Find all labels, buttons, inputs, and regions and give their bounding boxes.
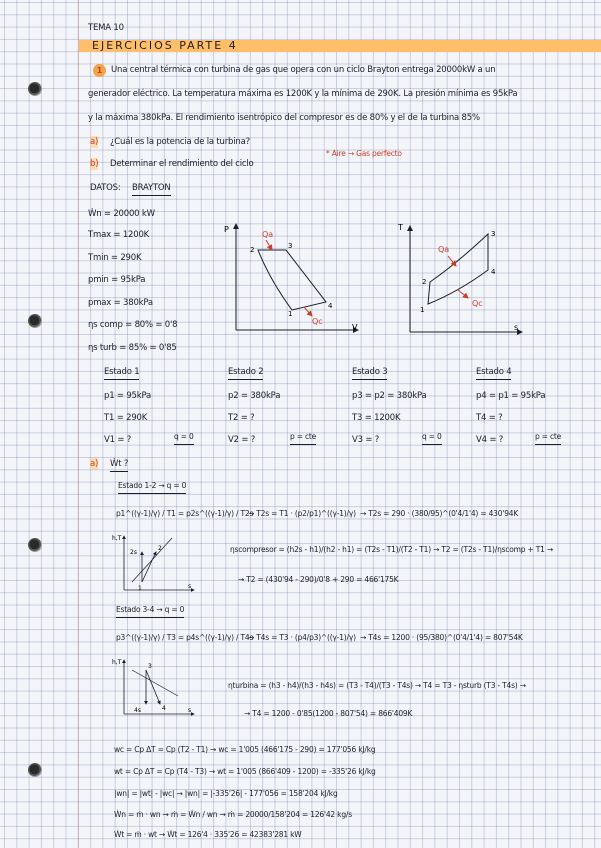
state-1-t: T1 = 290K bbox=[104, 413, 148, 423]
dato-pmin: pmin = 95kPa bbox=[88, 275, 146, 285]
dato-pmax: pmax = 380kPa bbox=[88, 298, 153, 308]
mini12-pt-1: 1 bbox=[138, 585, 142, 592]
state-3-t: T3 = 1200K bbox=[352, 413, 401, 423]
eq-34-right: → T4s = 1200 · (95/380)^(0'4/1'4) = 807'54K bbox=[360, 633, 523, 642]
eq-12-right: → T2s = 290 · (380/95)^(0'4/1'4) = 430'94K bbox=[360, 509, 519, 518]
pv-qc-label: Qc bbox=[312, 317, 323, 326]
eq-12-mid: → T2s = T1 · (p2/p1)^((γ-1)/γ) bbox=[248, 509, 356, 518]
mini12-x-label: s bbox=[188, 583, 192, 590]
mini34-pt-3: 3 bbox=[148, 663, 152, 670]
problem-line-2: generador eléctrico. La temperatura máxima es 1200K y la mínima de 290K. La presión mínima es 95kPa bbox=[88, 89, 518, 99]
mini12-real bbox=[142, 552, 156, 582]
binder-hole bbox=[28, 314, 42, 328]
pv-point-3: 3 bbox=[288, 242, 293, 250]
state-2-p: p2 = 380kPa bbox=[228, 391, 281, 401]
state-1-p: p1 = 95kPa bbox=[104, 391, 152, 401]
mini34-pt-4s: 4s bbox=[134, 707, 141, 714]
mini12-pt-2s: 2s bbox=[130, 549, 137, 556]
problem-line-3: y la máxima 380kPa. El rendimiento isentrópico del compresor es de 80% y el de la turbina 85% bbox=[88, 113, 480, 123]
ts-point-2: 2 bbox=[422, 278, 427, 286]
pv-y-label: P bbox=[224, 225, 229, 234]
state-3-v: V3 = ? bbox=[352, 435, 380, 445]
ts-y-label: T bbox=[398, 223, 403, 232]
ts-diagram bbox=[396, 220, 536, 338]
ts-cycle bbox=[428, 234, 488, 304]
dato-eta-turb: ηs turb = 85% = 0'85 bbox=[88, 343, 177, 353]
question-a-label: a) bbox=[90, 137, 99, 147]
ts-qc-label: Qc bbox=[472, 299, 483, 308]
dato-tmax: Tmax = 1200K bbox=[88, 230, 150, 240]
ts-point-3: 3 bbox=[491, 230, 496, 238]
gas-note: * Aire → Gas perfecto bbox=[326, 149, 402, 158]
state-2-t: T2 = ? bbox=[228, 413, 255, 423]
eta-turbine-eq: ηturbina = (h3 - h4)/(h3 - h4s) = (T3 - T4)/(T3 - T4s) → T4 = T3 - ηsturb (T3 - T4s) → bbox=[228, 681, 526, 690]
binder-hole bbox=[28, 763, 42, 777]
mini12-y-label: h,T bbox=[112, 535, 122, 542]
dato-tmin: Tmin = 290K bbox=[88, 253, 142, 263]
mini-hs-diagram-12 bbox=[112, 532, 198, 596]
state-2-arrow: p = cte bbox=[290, 431, 316, 445]
ts-point-4: 4 bbox=[491, 268, 496, 276]
pv-x-label: V bbox=[352, 323, 358, 332]
dato-wn: Ẇn = 20000 kW bbox=[88, 209, 155, 219]
eq-34-mid: → T4s = T3 · (p4/p3)^((γ-1)/γ) bbox=[248, 633, 356, 642]
ts-point-1: 1 bbox=[420, 306, 425, 314]
work-net: |wn| = |wt| - |wc| → |wn| = |-335'26| - 177'056 = 158'204 kJ/kg bbox=[114, 789, 338, 798]
problem-number: 1 bbox=[93, 64, 106, 77]
datos-heading: DATOS: bbox=[90, 183, 121, 193]
eq-34-left: p3^((γ-1)/γ) / T3 = p4s^((γ-1)/γ) / T4s bbox=[116, 633, 254, 642]
state-1-title: Estado 1 bbox=[104, 366, 139, 380]
mini-hs-diagram-34 bbox=[112, 656, 198, 720]
t2-result: → T2 = (430'94 - 290)/0'8 + 290 = 466'175K bbox=[238, 575, 399, 584]
cycle-name: BRAYTON bbox=[132, 182, 171, 196]
pv-qc-arrow bbox=[304, 307, 312, 316]
binder-hole bbox=[28, 82, 42, 96]
pv-qa-arrow bbox=[266, 240, 272, 250]
problem-line-1: Una central térmica con turbina de gas que opera con un ciclo Brayton entrega 20000kW a un bbox=[111, 65, 496, 75]
pv-qa-label: Qa bbox=[262, 230, 274, 239]
ts-qa-label: Qa bbox=[438, 245, 450, 254]
question-b-label: b) bbox=[90, 159, 99, 169]
eq-12-left: p1^((γ-1)/γ) / T1 = p2s^((γ-1)/γ) / T2s bbox=[116, 509, 254, 518]
ts-qc-arrow bbox=[458, 290, 468, 298]
state-4-arrow: p = cte bbox=[535, 431, 561, 445]
solution-a-label: a) bbox=[90, 459, 99, 469]
t4-result: → T4 = 1200 - 0'85(1200 - 807'54) = 866'409K bbox=[244, 709, 413, 718]
pv-diagram bbox=[218, 218, 368, 336]
turbine-power: Ẇt = ṁ · wt → Ẇt = 126'4 · 335'26 = 42383'281 kW bbox=[114, 830, 302, 839]
state-3-title: Estado 3 bbox=[352, 366, 387, 380]
state-4-p: p4 = p1 = 95kPa bbox=[476, 391, 546, 401]
question-a: ¿Cuál es la potencia de la turbina? bbox=[110, 137, 250, 147]
state-1-arrow: q = 0 bbox=[174, 431, 194, 445]
mini34-x-label: s bbox=[188, 707, 192, 714]
pv-point-4: 4 bbox=[328, 302, 333, 310]
ts-qa-arrow bbox=[448, 256, 456, 266]
pv-cycle bbox=[258, 250, 326, 310]
page-title: EJERCICIOS PARTE 4 bbox=[92, 39, 238, 52]
state-4-t: T4 = ? bbox=[476, 413, 503, 423]
ts-x-label: s bbox=[514, 323, 519, 332]
solution-a-question: Ẇt ? bbox=[110, 458, 128, 472]
work-compressor: wc = Cp ΔT = Cp (T2 - T1) → wc = 1'005 (466'175 - 290) = 177'056 kJ/kg bbox=[114, 745, 376, 754]
mini34-y-label: h,T bbox=[112, 659, 122, 666]
state-4-v: V4 = ? bbox=[476, 435, 504, 445]
process-34: Estado 3-4 → q = 0 bbox=[116, 604, 184, 618]
mass-flow: Ẇn = ṁ · wn → ṁ = Ẇn / wn → ṁ = 20000/158'204 = 126'42 kg/s bbox=[114, 810, 352, 819]
state-2-v: V2 = ? bbox=[228, 435, 256, 445]
binder-hole bbox=[28, 538, 42, 552]
state-4-title: Estado 4 bbox=[476, 366, 511, 380]
eta-compressor-eq: ηscompresor = (h2s - h1)/(h2 - h1) = (T2s - T1)/(T2 - T1) → T2 = (T2s - T1)/ηscomp + T1 → bbox=[230, 545, 553, 554]
mini34-pt-4: 4 bbox=[162, 705, 166, 712]
dato-eta-comp: ηs comp = 80% = 0'8 bbox=[88, 320, 178, 330]
pv-point-2: 2 bbox=[250, 246, 255, 254]
process-12: Estado 1-2 → q = 0 bbox=[118, 480, 186, 494]
state-2-title: Estado 2 bbox=[228, 366, 263, 380]
mini34-real bbox=[146, 670, 160, 704]
work-turbine: wt = Cp ΔT = Cp (T4 - T3) → wt = 1'005 (866'409 - 1200) = -335'26 kJ/kg bbox=[114, 767, 376, 776]
state-3-arrow: q = 0 bbox=[422, 431, 442, 445]
subject-label: TEMA 10 bbox=[88, 23, 124, 33]
question-b: Determinar el rendimiento del ciclo bbox=[110, 159, 254, 169]
state-3-p: p3 = p2 = 380kPa bbox=[352, 391, 427, 401]
mini12-pt-2: 2 bbox=[158, 545, 162, 552]
state-1-v: V1 = ? bbox=[104, 435, 132, 445]
margin-line bbox=[78, 0, 79, 848]
pv-point-1: 1 bbox=[288, 310, 293, 318]
